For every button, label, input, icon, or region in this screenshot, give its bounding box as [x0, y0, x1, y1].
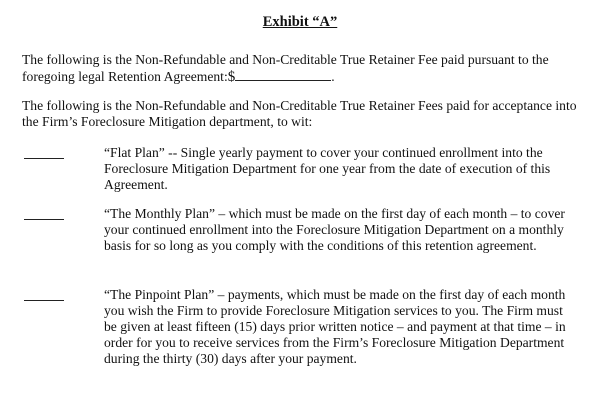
retainer-amount-blank[interactable] [235, 68, 331, 81]
retainer-paragraph [22, 52, 588, 85]
flat-plan-text: “Flat Plan” -- Single yearly payment to cover your continued enrollment into the Foreclosure Mitigation Department for one year from the date of execution of this Agreement. [104, 145, 551, 192]
pinpoint-plan-blank[interactable] [24, 300, 64, 301]
monthly-plan-blank[interactable] [24, 219, 64, 220]
retainer-intro-text: The following is the Non-Refundable and Non-Creditable True Retainer Fee paid pursuant to the foregoing legal Retention Agreement: [22, 52, 549, 84]
pinpoint-plan-text: “The Pinpoint Plan” – payments, which must be made on the first day of each month you wish the Firm to provide Foreclosure Mitigation services to you. The Firm must be given at least fifteen (15) days prior written notice – and payment at that time – in order for you to receive services from the Firm’s Foreclosure Mitigation Department during the thirty (30) days after your payment. [104, 287, 566, 366]
exhibit-title: Exhibit “A” [262, 14, 338, 30]
fees-intro-paragraph: The following is the Non-Refundable and Non-Creditable True Retainer Fees paid for acceptance into the Firm’s Foreclosure Mitigation department, to wit: [22, 98, 577, 129]
monthly-plan-text: “The Monthly Plan” – which must be made on the first day of each month – to cover your continued enrollment into the Foreclosure Mitigation Department on a monthly basis for so long as you comply with the conditions of this retention agreement. [104, 206, 565, 253]
retainer-period: . [331, 69, 335, 84]
flat-plan-blank[interactable] [24, 158, 64, 159]
currency-symbol: $ [227, 69, 236, 85]
